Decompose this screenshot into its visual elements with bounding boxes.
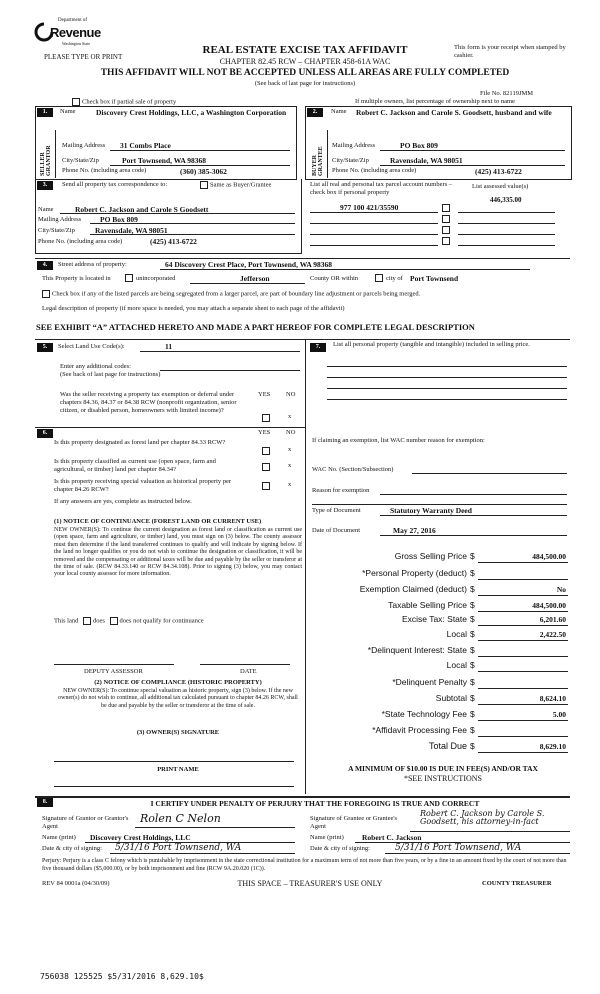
dollar-sign: $ bbox=[470, 693, 475, 703]
grantor-date-label: Date & city of signing: bbox=[42, 845, 102, 852]
notice1-body: NEW OWNER(S): To continue the current designation as forest land or classification as current use (open space, farm and agriculture, or timber) land, you must sign on (3) below. The county assessor must then determine if the land transferred continues to qualify and will indicate by signing below. If the land no longer qualifies or you do not wish to continue the designation or classification, it will be removed and the compensating or additional taxes will be due and payable by the seller or transferor at the time of sale. (RCW 84.33.140 or RCW 84.34.108). Prior to signing (3) below, you may contact your local county assessor for more information. bbox=[54, 527, 302, 578]
fee-label: Excise Tax: State bbox=[401, 614, 467, 624]
notice2-title: (2) NOTICE OF COMPLIANCE (HISTORIC PROPERTY) bbox=[94, 679, 262, 686]
section-3-number: 3. bbox=[37, 181, 53, 190]
file-number: File No. 82119JMM bbox=[480, 90, 534, 97]
does-label: does bbox=[93, 617, 105, 625]
dollar-sign: $ bbox=[470, 741, 475, 751]
s3-city-label: City/State/Zip bbox=[38, 227, 75, 234]
s5-answer: x bbox=[288, 413, 292, 420]
s5-yes-header: YES bbox=[258, 391, 271, 398]
s6-q1-yes-checkbox[interactable] bbox=[262, 447, 270, 455]
seller-city-label: City/State/Zip bbox=[62, 157, 99, 164]
city-name: Port Townsend bbox=[410, 274, 459, 283]
section-1-number: 1. bbox=[37, 108, 53, 117]
seller-side-label: SELLER GRANTOR bbox=[40, 145, 52, 176]
assessed-label: List assessed value(s) bbox=[472, 183, 529, 190]
s6-q2: Is this property classified as current use (open space, farm and agricultural, or timber) land per chapter 84.34? bbox=[54, 458, 216, 473]
dollar-sign: $ bbox=[470, 568, 475, 578]
s6-q2-yes-checkbox[interactable] bbox=[262, 463, 270, 471]
fee-label: Total Due bbox=[428, 741, 467, 751]
notice1-title: (1) NOTICE OF CONTINUANCE (FOREST LAND OR CURRENT USE) bbox=[54, 518, 262, 525]
seller-mailing-label: Mailing Address bbox=[62, 142, 106, 149]
parcel-1-checkbox[interactable] bbox=[442, 204, 450, 212]
s3-city: Ravensdale, WA 98051 bbox=[95, 226, 168, 235]
certify-text: I CERTIFY UNDER PENALTY OF PERJURY THAT THE FOREGOING IS TRUE AND CORRECT bbox=[150, 799, 480, 808]
s3-phone: (425) 413-6722 bbox=[150, 237, 197, 246]
grantor-name: Discovery Crest Holdings, LLC bbox=[90, 833, 191, 842]
street-address: 64 Discovery Crest Place, Port Townsend, WA 98368 bbox=[165, 260, 333, 269]
unincorporated-checkbox[interactable] bbox=[125, 274, 133, 282]
fee-label: *State Technology Fee bbox=[381, 709, 467, 719]
buyer-phone-label: Phone No. (including area code) bbox=[332, 167, 417, 174]
buyer-city-label: City/State/Zip bbox=[332, 157, 369, 164]
exemption-wac-label: If claiming an exemption, list WAC number reason for exemption: bbox=[312, 437, 485, 444]
buyer-side-label: BUYER GRANTEE bbox=[312, 146, 324, 176]
fee-label: Exemption Claimed (deduct) bbox=[359, 584, 467, 594]
doc-type-label: Type of Document bbox=[312, 507, 361, 514]
personal-property-label: List all personal property (tangible and intangible) included in selling price. bbox=[333, 341, 530, 348]
seller-name: Discovery Crest Holdings, LLC, a Washington Corporation bbox=[96, 108, 287, 117]
unincorporated-label: unincorporated bbox=[136, 275, 176, 282]
partial-sale-row bbox=[72, 98, 176, 106]
see-back: (See back of last page for instructions) bbox=[254, 80, 356, 87]
see-instructions: *SEE INSTRUCTIONS bbox=[403, 774, 482, 783]
s3-mailing: PO Box 809 bbox=[100, 215, 138, 224]
grantor-date: 5/31/16 Port Townsend, WA bbox=[115, 843, 242, 853]
dollar-sign: $ bbox=[470, 584, 475, 594]
seller-phone-label: Phone No. (including area code) bbox=[62, 167, 147, 174]
reason-label: Reason for exemption bbox=[312, 487, 370, 494]
dollar-sign: $ bbox=[470, 629, 475, 639]
treasurer-space: THIS SPACE – TREASURER'S USE ONLY bbox=[237, 879, 383, 888]
land-use-code: 11 bbox=[165, 342, 173, 351]
section-4-number: 4. bbox=[37, 261, 53, 270]
fee-value: 8,624.10 bbox=[539, 694, 566, 703]
s5-no-header: NO bbox=[286, 391, 296, 398]
buyer-city: Ravensdale, WA 98051 bbox=[390, 156, 463, 165]
dollar-sign: $ bbox=[470, 709, 475, 719]
fee-label: *Delinquent Penalty bbox=[392, 677, 467, 687]
city-checkbox[interactable] bbox=[375, 274, 383, 282]
buyer-mailing: PO Box 809 bbox=[400, 141, 438, 150]
fee-label: *Affidavit Processing Fee bbox=[372, 725, 467, 735]
perjury-text: Perjury: Perjury is a class C felony which is punishable by imprisonment in the state correctional institution for a maximum term of not more than five years, or by a fine in an amount fixed by the court of not more than five thousand dollars ($5,000.00), or by both imprisonment and fine (RCW 9A.20.020 (1C)). bbox=[42, 858, 567, 872]
additional-codes-label: Enter any additional codes: bbox=[60, 363, 131, 370]
deputy-date-label: DATE bbox=[240, 668, 257, 675]
street-label: Street address of property: bbox=[58, 261, 127, 268]
deputy-assessor-label: DEPUTY ASSESSOR bbox=[84, 668, 143, 675]
fee-value: No bbox=[556, 585, 566, 594]
grantor-signature-label: Signature of Grantor or Grantor's Agent bbox=[42, 815, 129, 830]
fee-label: *Delinquent Interest: State bbox=[367, 645, 467, 655]
parcel-2-checkbox[interactable] bbox=[442, 215, 450, 223]
receipt-note: This form is your receipt when stamped by cashier. bbox=[454, 44, 566, 59]
section-5-number: 5. bbox=[37, 343, 53, 352]
buyer-name-label: Name bbox=[331, 108, 347, 115]
grantee-date: 5/31/16 Port Townsend, WA bbox=[395, 843, 522, 853]
grantee-name-label: Name (print) bbox=[310, 834, 344, 841]
logo-state: Washington State bbox=[62, 41, 91, 46]
section-8-number: 8. bbox=[37, 798, 53, 807]
logo-dept: Department of bbox=[58, 18, 88, 23]
city-of-label: city of bbox=[386, 275, 403, 282]
notice2-body: NEW OWNER(S): To continue special valuation as historic property, sign (3) below. If the new owner(s) do not wish to continue, all additional tax calculated pursuant to chapter 84.26 RCW, shall be due and payable by the seller or transferor at the time of sale. bbox=[58, 688, 298, 709]
grantor-signature: Rolen C Nelon bbox=[140, 812, 221, 825]
fee-value: 484,500.00 bbox=[532, 601, 566, 610]
does-checkbox[interactable] bbox=[83, 617, 91, 625]
partial-sale-checkbox[interactable] bbox=[72, 98, 80, 106]
dollar-sign: $ bbox=[470, 725, 475, 735]
does-not-label: does not bbox=[119, 617, 142, 625]
send-correspondence-label: Send all property tax correspondence to: bbox=[62, 181, 168, 188]
parcel-number: 977 100 421/35590 bbox=[340, 203, 399, 212]
cashier-stamp: 756038 125525 $5/31/2016 8,629.10$ bbox=[40, 972, 204, 981]
fee-value: 5.00 bbox=[552, 710, 566, 719]
buyer-phone: (425) 413-6722 bbox=[475, 167, 522, 176]
fee-label: Local bbox=[446, 660, 467, 670]
does-not-checkbox[interactable] bbox=[110, 617, 118, 625]
grantee-signature: Robert C. Jackson by Carole S. Goodsett, his attorney-in-fact bbox=[420, 809, 545, 826]
seller-name-label: Name bbox=[60, 108, 76, 115]
grantee-signature-label: Signature of Grantee or Grantee's Agent bbox=[310, 815, 398, 830]
this-land-row bbox=[54, 617, 204, 625]
county-or-label: County OR within bbox=[310, 275, 359, 282]
county-name: Jefferson bbox=[240, 274, 270, 283]
s3-name: Robert C. Jackson and Carole S Goodsett bbox=[75, 205, 209, 214]
dollar-sign: $ bbox=[470, 614, 475, 624]
dollar-sign: $ bbox=[470, 677, 475, 687]
please-type: PLEASE TYPE OR PRINT bbox=[44, 53, 123, 61]
fee-label: Local bbox=[446, 629, 467, 639]
print-name-label: PRINT NAME bbox=[157, 766, 199, 773]
s5-yes-checkbox[interactable] bbox=[262, 414, 270, 422]
section-7-number: 7. bbox=[310, 343, 326, 352]
fee-value: 2,422.50 bbox=[539, 630, 566, 639]
s3-name-label: Name bbox=[38, 206, 54, 213]
partial-sale-label: Check box if partial sale of property bbox=[82, 98, 177, 106]
form-title: REAL ESTATE EXCISE TAX AFFIDAVIT bbox=[202, 44, 408, 56]
s6-yes-header: YES bbox=[258, 429, 271, 436]
dollar-sign: $ bbox=[470, 660, 475, 670]
revenue-logo bbox=[34, 16, 104, 50]
s6-q3: Is this property receiving special valuation as historical property per chapter 84.26 RCW? bbox=[54, 478, 232, 493]
s6-if-yes: If any answers are yes, complete as instructed below. bbox=[54, 498, 192, 505]
same-as-buyer-checkbox[interactable] bbox=[200, 181, 208, 189]
s6-a1: x bbox=[288, 446, 292, 453]
dollar-sign: $ bbox=[470, 600, 475, 610]
multiple-owners-note: If multiple owners, list percentage of ownership next to name bbox=[355, 98, 515, 105]
grantee-date-label: Date & city of signing: bbox=[310, 845, 370, 852]
section-6-number: 6. bbox=[37, 429, 53, 438]
fee-value: 484,500.00 bbox=[532, 552, 566, 561]
additional-see-back: (See back of last page for instructions) bbox=[60, 371, 161, 378]
s6-q3-yes-checkbox[interactable] bbox=[262, 482, 270, 490]
doc-date: May 27, 2016 bbox=[393, 526, 436, 535]
seller-phone: (360) 385-3062 bbox=[180, 167, 227, 176]
dollar-sign: $ bbox=[470, 645, 475, 655]
fee-label: *Personal Property (deduct) bbox=[362, 568, 467, 578]
rev-number: REV 84 0001a (04/30/09) bbox=[42, 880, 110, 887]
same-as-buyer-label: Same as Buyer/Grantee bbox=[210, 181, 272, 189]
s6-a3: x bbox=[288, 481, 292, 488]
owner-signature-label: (3) OWNER(S) SIGNATURE bbox=[136, 729, 220, 736]
exemption-question: Was the seller receiving a property tax exemption or deferral under chapters 84.36, 84.37 or 84.38 RCW (nonprofit organization, senior citizen, or disabled person, homeowners with limited income)? bbox=[60, 391, 237, 414]
fee-value: 8,629.10 bbox=[539, 742, 566, 751]
assessed-value: 446,335.00 bbox=[490, 196, 522, 204]
fee-value: 6,201.60 bbox=[539, 615, 566, 624]
located-label: This Property is located in bbox=[42, 275, 111, 282]
minimum-due: A MINIMUM OF $10.00 IS DUE IN FEE(S) AND/OR TAX bbox=[348, 764, 538, 773]
s3-phone-label: Phone No. (including area code) bbox=[38, 238, 123, 245]
doc-date-label: Date of Document bbox=[312, 527, 361, 534]
s6-a2: x bbox=[288, 462, 292, 469]
s3-mailing-label: Mailing Address bbox=[38, 216, 82, 223]
segregated-label: Check box if any of the listed parcels are being segregated from a larger parcel, are part of boundary line adjustment or parcels being merged. bbox=[52, 290, 421, 298]
same-as-buyer-row bbox=[200, 181, 271, 189]
parcel-4-checkbox[interactable] bbox=[442, 237, 450, 245]
this-land-label: This land bbox=[54, 617, 79, 625]
dollar-sign: $ bbox=[470, 551, 475, 561]
qualify-label: qualify for continuance bbox=[143, 617, 204, 625]
buyer-mailing-label: Mailing Address bbox=[332, 142, 376, 149]
segregated-row bbox=[42, 290, 420, 298]
s6-no-header: NO bbox=[286, 429, 296, 436]
logo-name: Revenue bbox=[50, 25, 101, 40]
parcel-3-checkbox[interactable] bbox=[442, 226, 450, 234]
section-2-number: 2. bbox=[307, 108, 323, 117]
s6-q1: Is this property designated as forest land per chapter 84.33 RCW? bbox=[54, 439, 226, 446]
fee-label: Taxable Selling Price bbox=[388, 600, 467, 610]
land-use-label: Select Land Use Code(s): bbox=[58, 343, 125, 350]
fee-label: Subtotal bbox=[435, 693, 467, 703]
parcel-list-label: List all real and personal tax parcel account numbers – check box if personal property bbox=[310, 181, 453, 196]
fee-label: Gross Selling Price bbox=[394, 551, 467, 561]
county-treasurer: COUNTY TREASURER bbox=[482, 880, 552, 887]
seller-mailing: 31 Combs Place bbox=[120, 141, 171, 150]
doc-type: Statutory Warranty Deed bbox=[390, 506, 472, 515]
buyer-name: Robert C. Jackson and Carole S. Goodsett, husband and wife bbox=[356, 108, 552, 117]
legal-label: Legal description of property (if more space is needed, you may attach a separate sheet to each page of the affidavit) bbox=[42, 305, 345, 312]
wac-no-label: WAC No. (Section/Subsection) bbox=[312, 466, 394, 473]
grantor-name-label: Name (print) bbox=[42, 834, 76, 841]
seller-city: Port Townsend, WA 98368 bbox=[122, 156, 207, 165]
warning-text: THIS AFFIDAVIT WILL NOT BE ACCEPTED UNLESS ALL AREAS ARE FULLY COMPLETED bbox=[100, 68, 510, 78]
exhibit-a-text: SEE EXHIBIT “A” ATTACHED HERETO AND MADE A PART HEREOF FOR COMPLETE LEGAL DESCRIPTION bbox=[36, 322, 475, 332]
segregated-checkbox[interactable] bbox=[42, 290, 50, 298]
form-chapter: CHAPTER 82.45 RCW – CHAPTER 458-61A WAC bbox=[219, 57, 391, 66]
grantee-name: Robert C. Jackson bbox=[362, 833, 422, 842]
